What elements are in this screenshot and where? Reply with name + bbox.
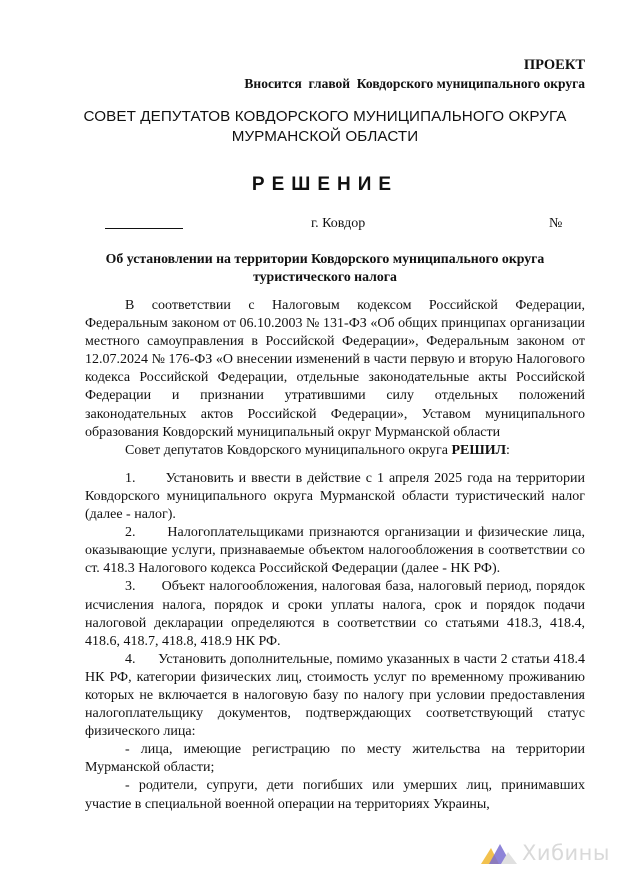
item-3-paragraph: 3. Объект налогообложения, налоговая база, налоговый период, порядок исчисления налога, порядок и сроки уплаты налога, срок и порядок подачи налоговой декларации определяются в соответствии со статьями 418.3, 418.4, 418.6, 418.7, 418.8, 418.9 НК РФ. (85, 579, 589, 649)
council-heading (60, 107, 590, 147)
date-blank-line (105, 228, 183, 229)
item-4-paragraph: 4. Установить дополнительные, помимо указанных в части 2 статьи 418.4 НК РФ, категории физических лиц, стоимость услуг по временному проживанию которых не включается в налоговую базу по налогу при условии предоставления налогоплательщику документов, подтверждающих соответствующий статус физического лица: (85, 651, 589, 740)
document-body (85, 297, 589, 814)
council-heading-line-1: СОВЕТ ДЕПУТАТОВ КОВДОРСКОГО МУНИЦИПАЛЬНОГО ОКРУГА (83, 108, 567, 125)
decision-title: РЕШЕНИЕ (251, 174, 399, 195)
resolved-word: РЕШИЛ (451, 442, 507, 458)
bullet-1-paragraph: - лица, имеющие регистрацию по месту жительства на территории Мурманской области; (85, 742, 585, 776)
mountain-logo-icon (481, 842, 517, 864)
number-sign: № (549, 216, 563, 231)
council-heading-line-2: МУРМАНСКОЙ ОБЛАСТИ (231, 128, 419, 145)
watermark-logo (481, 841, 610, 865)
subject-line-2: туристического налога (253, 269, 397, 284)
decision-subject (85, 250, 565, 286)
date-city-number-row (0, 215, 630, 235)
city-label: г. Ковдор (311, 216, 366, 231)
preamble-paragraph: В соответствии с Налоговым кодексом Российской Федерации, Федеральным законом от 06.10.2003 № 131-ФЗ «Об общих принципах организации местного самоуправления в Российской Федерации», Федеральным законом от 12.07.2024 № 176-ФЗ «О внесении изменений в части первую и вторую Налогового кодекса Российской Федерации, отдельные законодательные акты Российской Федерации и признании утратившими силу отдельных положений законодательных актов Российской Федерации», Уставом муниципального образования Ковдорский муниципальный округ Мурманской области (85, 298, 585, 440)
item-1-paragraph: 1. Установить и ввести в действие с 1 апреля 2025 года на территории Ковдорского муниципального округа Мурманской области туристический налог (далее - налог). (85, 470, 589, 523)
resolved-colon: : (506, 442, 510, 458)
subject-line-1: Об установлении на территории Ковдорского муниципального округа (105, 251, 545, 266)
resolved-lead: Совет депутатов Ковдорского муниципального округа (125, 442, 452, 458)
item-2-paragraph: 2. Налогоплательщиками признаются организации и физические лица, оказывающие услуги, признаваемые объектом налогообложения в соответствии со ст. 418.3 Налогового кодекса Российской Федерации (далее - НК РФ). (85, 525, 589, 577)
bullet-2-paragraph: - родители, супруги, дети погибших или умерших лиц, принимавших участие в специальной военной операции на территориях Украины, (85, 778, 585, 812)
introduced-by-line: Вносится главой Ковдорского муниципального округа (244, 76, 585, 91)
project-label: ПРОЕКТ (523, 57, 585, 73)
resolved-paragraph (85, 442, 585, 460)
watermark-text: Хибины (522, 841, 610, 865)
